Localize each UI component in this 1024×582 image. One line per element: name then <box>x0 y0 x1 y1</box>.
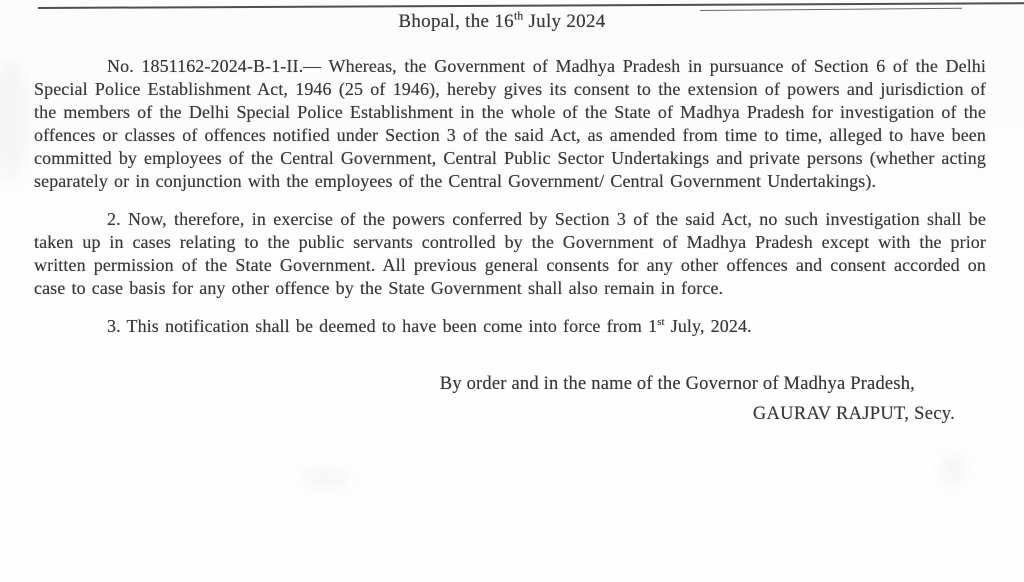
signatory-name: GAURAV RAJPUT, Secy. <box>752 404 955 424</box>
signature-block <box>0 369 955 429</box>
paragraph-commencement <box>34 315 986 338</box>
dateline-ordinal-superscript: th <box>513 10 524 23</box>
dateline-text-after: July 2024 <box>523 11 606 32</box>
notification-body <box>34 55 986 338</box>
commencement-ordinal-superscript: st <box>657 316 665 328</box>
scan-artifact <box>0 60 30 180</box>
dateline-text: Bhopal, the 16 <box>398 11 514 32</box>
scan-artifact <box>300 470 350 488</box>
scan-artifact <box>940 455 966 485</box>
dateline <box>0 0 1014 33</box>
signature-authority-line: By order and in the name of the Governor of Madhya Pradesh, <box>439 374 915 394</box>
paragraph-restriction: 2. Now, therefore, in exercise of the powers conferred by Section 3 of the said Act, no such investigation shall be taken up in cases relating to the public servants controlled by the Government of Madhya Pradesh except with the prior written permission of the State Government. All previous general consents for any other offences and consent accorded on case to case basis for any other offence by the State Government shall also remain in force. <box>34 209 986 298</box>
paragraph-consent: No. 1851162-2024-B-1-II.— Whereas, the Government of Madhya Pradesh in pursuance of Section 6 of the Delhi Special Police Establishment Act, 1946 (25 of 1946), hereby gives its consent to the extension of powers and jurisdiction of the members of the Delhi Special Police Establishment in the whole of the State of Madhya Pradesh for investigation of the offences or classes of offences notified under Section 3 of the said Act, as amended from time to time, alleged to have been committed by employees of the Central Government, Central Public Sector Undertakings and private persons (whether acting separately or in conjunction with the employees of the Central Government/ Central Government Undertakings). <box>34 56 986 191</box>
commencement-text-after: July, 2024. <box>664 316 752 336</box>
commencement-text: 3. This notification shall be deemed to have been come into force from 1 <box>107 316 658 336</box>
